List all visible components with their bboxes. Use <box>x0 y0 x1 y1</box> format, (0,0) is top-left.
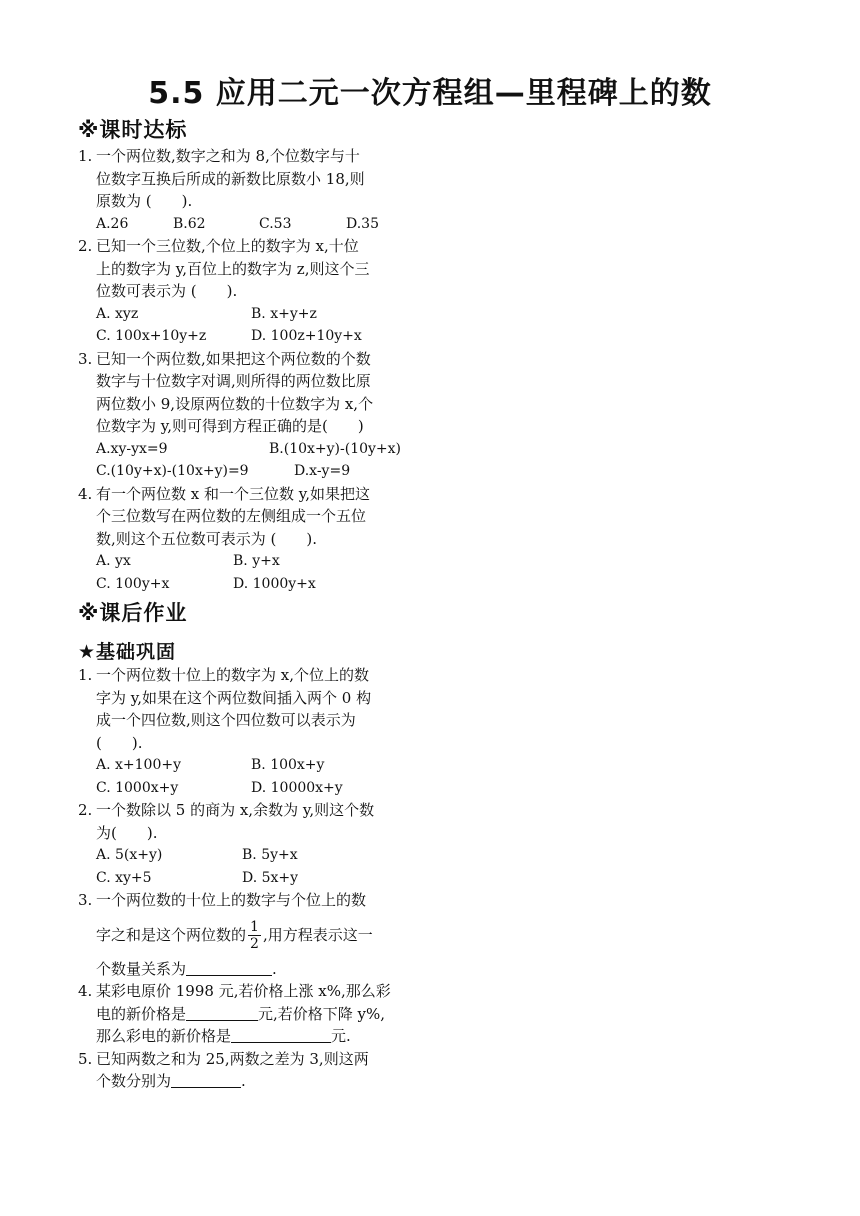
question-text: . <box>241 1072 246 1090</box>
question-number: 2. <box>78 237 93 255</box>
option-c: C. 100y+x <box>96 575 170 592</box>
option-a: A. xyz <box>96 305 139 322</box>
question-number: 3. <box>78 349 93 368</box>
question-line <box>96 1025 438 1048</box>
question-line: 为( ). <box>96 823 158 842</box>
option-d: D.35 <box>346 215 379 232</box>
answer-blank[interactable] <box>231 1026 331 1043</box>
homework-question-4 <box>78 980 438 1048</box>
classwork-question-list <box>78 145 438 595</box>
answer-blank[interactable] <box>186 959 272 976</box>
question-3 <box>78 348 438 483</box>
question-2 <box>78 235 438 348</box>
question-number: 2. <box>78 801 93 819</box>
option-d: D. 100z+10y+x <box>251 328 362 344</box>
options-row <box>96 754 438 777</box>
option-b: B.(10x+y)-(10y+x) <box>269 440 402 457</box>
question-line: 一个数除以 5 的商为 x,余数为 y,则这个数 <box>96 801 375 819</box>
options-row <box>96 550 438 573</box>
option-a: A. 5(x+y) <box>96 847 163 863</box>
option-c: C.53 <box>259 215 292 232</box>
question-line: 一个两位数,数字之和为 8,个位数字与十 <box>96 147 360 165</box>
option-c: C. xy+5 <box>96 869 152 886</box>
question-text: . <box>272 959 277 978</box>
question-text: 字之和是这个两位数的 <box>96 925 247 944</box>
question-text: 电的新价格是 <box>96 1004 187 1023</box>
question-line: 位数可表示为 ( ). <box>96 282 238 300</box>
question-text: 元,若价格下降 y%, <box>258 1004 386 1023</box>
question-1 <box>78 145 438 235</box>
question-line: 已知一个三位数,个位上的数字为 x,十位 <box>96 237 359 255</box>
options-row <box>96 844 438 867</box>
question-line: 位数字互换后所成的新数比原数小 18,则 <box>96 169 365 188</box>
page-title: 5.5 应用二元一次方程组—里程碑上的数 <box>148 76 712 111</box>
question-4 <box>78 483 438 596</box>
option-b: B. 5y+x <box>242 847 298 863</box>
question-line: 有一个两位数 x 和一个三位数 y,如果把这 <box>96 484 371 503</box>
question-line: ( ). <box>96 733 143 752</box>
question-line: 一个两位数的十位上的数字与个位上的数 <box>96 891 367 909</box>
section-heading-classwork: ※课时达标 <box>78 118 188 142</box>
homework-question-2 <box>78 799 438 889</box>
options-row <box>96 573 438 596</box>
homework-question-3 <box>78 889 438 980</box>
question-line: 数字与十位数字对调,则所得的两位数比原 <box>96 372 371 390</box>
question-line: 一个两位数十位上的数字为 x,个位上的数 <box>96 666 369 684</box>
option-b: B.62 <box>173 215 206 232</box>
question-line <box>96 1003 438 1026</box>
answer-blank[interactable] <box>186 1004 258 1021</box>
option-a: A. yx <box>96 553 131 569</box>
homework-question-list <box>78 664 438 1093</box>
answer-blank[interactable] <box>171 1071 241 1088</box>
question-line <box>96 958 438 981</box>
question-line <box>96 912 438 958</box>
question-line: 字为 y,如果在这个两位数间插入两个 0 构 <box>96 688 372 707</box>
option-d: D.x-y=9 <box>294 463 351 479</box>
question-text: 那么彩电的新价格是 <box>96 1027 232 1045</box>
options-row <box>96 867 438 890</box>
question-line: 成一个四位数,则这个四位数可以表示为 <box>96 711 356 729</box>
fraction <box>248 919 261 952</box>
question-line: 数,则这个五位数可表示为 ( ). <box>96 529 318 548</box>
options-row <box>96 213 438 236</box>
options-row <box>96 325 438 348</box>
question-line: 位数字为 y,则可得到方程正确的是( ) <box>96 417 364 435</box>
option-b: B. 100x+y <box>251 757 325 773</box>
question-number: 4. <box>78 982 93 1000</box>
homework-question-1 <box>78 664 438 799</box>
option-c: C.(10y+x)-(10x+y)=9 <box>96 463 249 479</box>
question-line: 两位数小 9,设原两位数的十位数字为 x,个 <box>96 394 374 413</box>
option-d: D. 5x+y <box>242 869 299 886</box>
option-b: B. y+x <box>233 553 280 569</box>
options-row <box>96 460 438 483</box>
option-d: D. 10000x+y <box>251 779 343 796</box>
section-heading-homework: ※课后作业 <box>78 601 188 625</box>
option-b: B. x+y+z <box>251 305 317 322</box>
question-line <box>96 1070 438 1093</box>
subsection-heading-basics: ★基础巩固 <box>78 641 177 663</box>
question-text: 元. <box>331 1027 351 1045</box>
question-number: 1. <box>78 147 93 165</box>
question-line: 已知两数之和为 25,两数之差为 3,则这两 <box>96 1049 369 1068</box>
option-d: D. 1000y+x <box>233 575 316 592</box>
option-a: A. x+100+y <box>96 757 181 773</box>
question-line: 某彩电原价 1998 元,若价格上涨 x%,那么彩 <box>96 982 391 1000</box>
question-text: ,用方程表示这一 <box>262 925 373 944</box>
question-number: 1. <box>78 666 93 684</box>
question-text: 个数分别为 <box>96 1072 172 1090</box>
question-number: 5. <box>78 1049 93 1068</box>
options-row <box>96 303 438 326</box>
fraction-denominator: 2 <box>250 936 259 952</box>
question-line: 已知一个两位数,如果把这个两位数的个数 <box>96 349 371 368</box>
homework-question-5 <box>78 1048 438 1093</box>
option-c: C. 100x+10y+z <box>96 328 207 344</box>
option-a: A.26 <box>96 215 129 232</box>
question-text: 个数量关系为 <box>96 959 187 978</box>
fraction-numerator: 1 <box>250 919 259 935</box>
option-c: C. 1000x+y <box>96 779 179 796</box>
options-row <box>96 438 438 461</box>
options-row <box>96 777 438 800</box>
question-line: 原数为 ( ). <box>96 192 193 210</box>
question-number: 4. <box>78 484 93 503</box>
question-line: 上的数字为 y,百位上的数字为 z,则这个三 <box>96 259 370 278</box>
question-number: 3. <box>78 891 93 909</box>
question-line: 个三位数写在两位数的左侧组成一个五位 <box>96 507 367 525</box>
option-a: A.xy-yx=9 <box>96 440 168 457</box>
